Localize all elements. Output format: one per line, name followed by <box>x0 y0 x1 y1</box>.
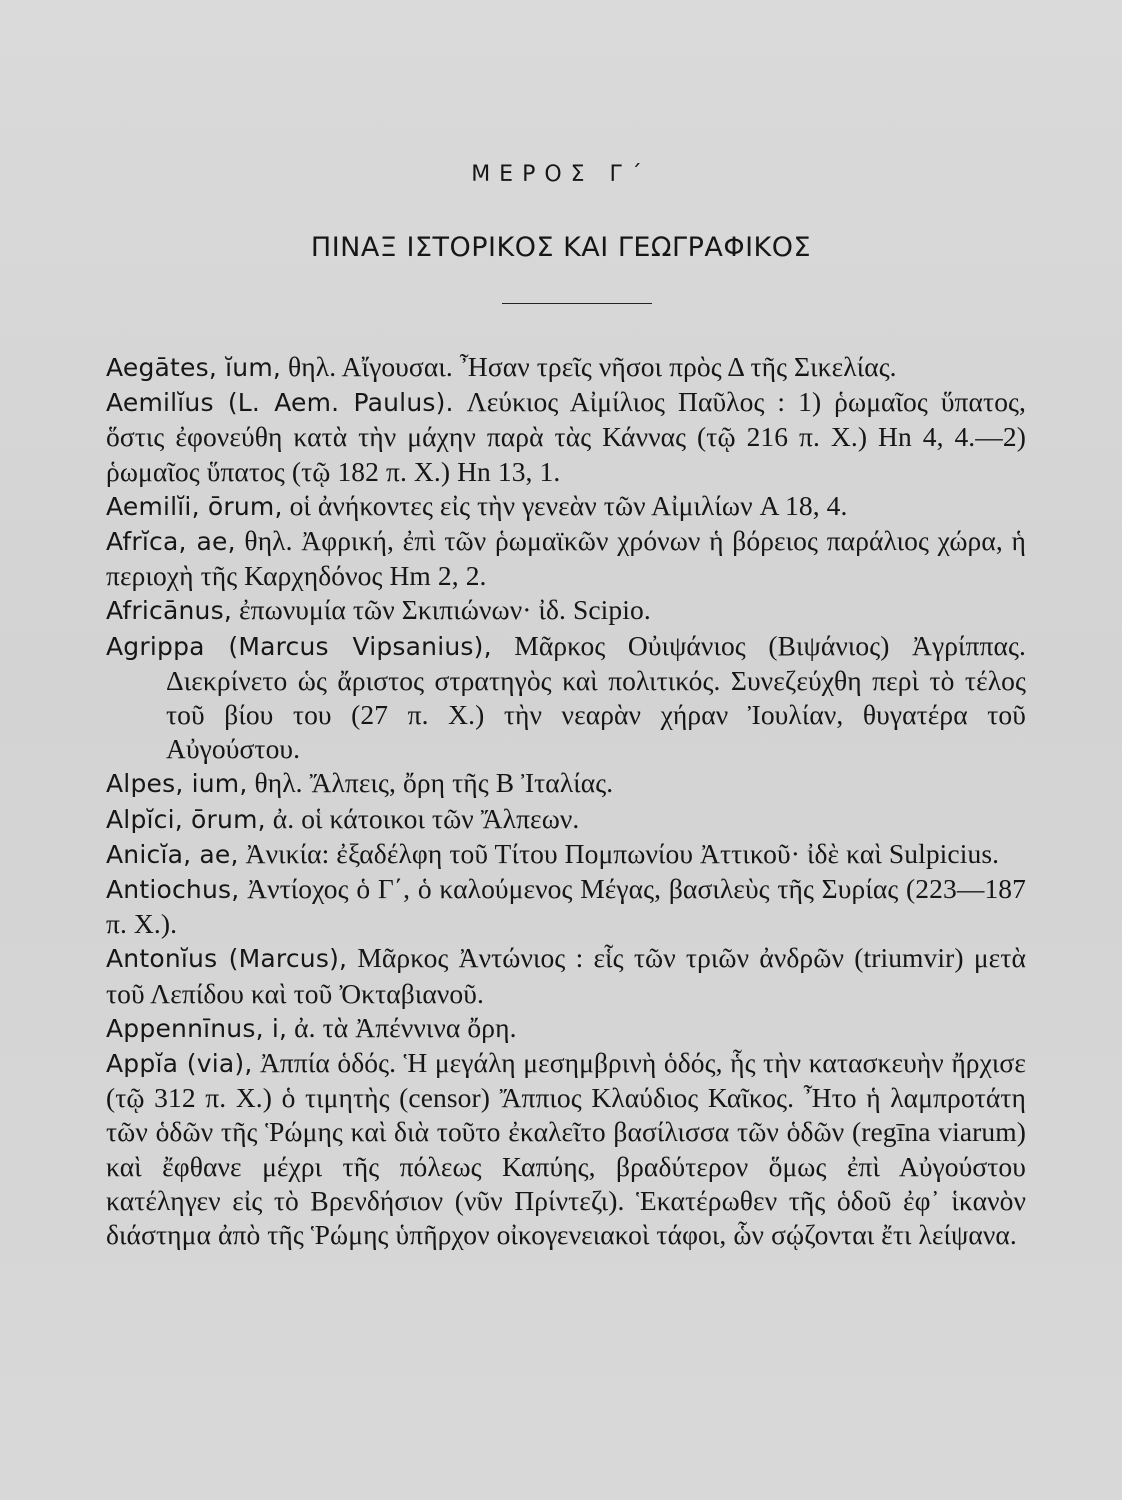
entry-definition: Ἀντίοχος ὁ Γ΄, ὁ καλούμενος Μέγας, βασιλεὺς τῆς Συρίας (223—187 π. Χ.). <box>106 873 1026 940</box>
entry-definition: θηλ. Ἀφρική, ἐπὶ τῶν ῥωμαϊκῶν χρόνων ἡ βόρειος παράλιος χώρα, ἡ περιοχὴ τῆς Καρχηδόνος Hm 2, 2. <box>106 525 1026 592</box>
entry-definition: Λεύκιος Αἰμίλιος Παῦλος : 1) ῥωμαῖος ὕπατος, ὅστις ἐφονεύθη κατὰ τὴν μάχην παρὰ τὰς Κάννας (τῷ 216 π. Χ.) Hn 4, 4.—2) ῥωμαῖος ὕπατος (τῷ 182 π. Χ.) Hn 13, 1. <box>106 386 1027 487</box>
entry-definition: ἐπωνυμία τῶν Σκιπιώνων· ἰδ. Scipio. <box>231 594 651 626</box>
index-entry <box>106 1046 1026 1252</box>
entry-headword: Afrĭca, ae, <box>106 527 236 557</box>
entry-definition: ἀ. τὰ Ἀπέννινα ὄρη. <box>287 1011 517 1043</box>
entry-definition: θηλ. Αἴγουσαι. Ἦσαν τρεῖς νῆσοι πρὸς Δ τῆς Σικελίας. <box>281 351 897 382</box>
entry-definition: ἀ. οἱ κάτοικοι τῶν Ἄλπεων. <box>265 802 580 834</box>
entry-definition: οἱ ἀνήκοντες εἰς τὴν γενεὰν τῶν Αἰμιλίων A 18, 4. <box>282 489 848 521</box>
index-entry <box>106 766 1026 801</box>
entry-headword: Africānus, <box>106 596 232 626</box>
title-divider <box>502 303 652 304</box>
entry-definition: Ἀνικία: ἐξαδέλφη τοῦ Τίτου Πομπωνίου Ἀττικοῦ· ἰδὲ καὶ Sulpicius. <box>238 837 1000 869</box>
entry-headword: Agrippa (Marcus Vipsanius), <box>106 631 492 661</box>
index-entry <box>106 872 1026 941</box>
index-entry <box>106 1011 1026 1046</box>
entry-headword: Alpĭci, ōrum, <box>106 804 266 834</box>
entry-headword: Antiochus, <box>106 875 240 905</box>
index-title: ΠΙΝΑΞ ΙΣΤΟΡΙΚΟΣ ΚΑΙ ΓΕΩΓΡΑΦΙΚΟΣ <box>310 232 812 263</box>
index-entry <box>106 489 1026 524</box>
entry-definition: Μᾶρκος Οὐιψάνιος (Βιψάνιος) Ἀγρίππας. Διεκρίνετο ὡς ἄριστος στρατηγὸς καὶ πολιτικός. Συνεζεύχθη περὶ τὸ τέλος τοῦ βίου του (27 π. Χ.) τὴν νεαρὰν χήραν Ἰουλίαν, θυγατέρα τοῦ Αὐγούστου. <box>166 629 1026 765</box>
index-entry <box>106 802 1026 837</box>
index-entry <box>106 593 1026 628</box>
entry-definition: Μᾶρκος Ἀντώνιος : εἷς τῶν τριῶν ἀνδρῶν (triumvir) μετὰ τοῦ Λεπίδου καὶ τοῦ Ὀκταβιανοῦ. <box>106 942 1026 1009</box>
entry-definition: θηλ. Ἄλπεις, ὄρη τῆς B Ἰταλίας. <box>247 767 614 799</box>
index-entry <box>106 350 1026 385</box>
entry-headword: Aemilĭus (L. Aem. Paulus). <box>106 388 454 418</box>
entry-headword: Aemilĭi, ōrum, <box>106 491 283 521</box>
index-entry <box>106 524 1026 593</box>
index-entry <box>106 385 1026 489</box>
entry-definition: Ἀππία ὁδός. Ἡ μεγάλη μεσημβρινὴ ὁδός, ἧς τὴν κατασκευὴν ἤρχισε (τῷ 312 π. Χ.) ὁ τιμητὴς (censor) Ἄππιος Κλαύδιος Καῖκος. Ἦτο ἡ λαμπροτάτη τῶν ὁδῶν τῆς Ῥώμης καὶ διὰ τοῦτο ἐκαλεῖτο βασίλισσα τῶν ὁδῶν (regīna viarum) καὶ ἔφθανε μέχρι τῆς πόλεως Καπύης, βραδύτερον ὅμως ἐπὶ Αὐγούστου κατέληγεν εἰς τὸ Βρενδήσιον (νῦν Πρίντεζι). Ἑκατέρωθεν τῆς ὁδοῦ ἐφ᾽ ἱκανὸν διάστημα ἀπὸ τῆς Ῥώμης ὑπῆρχον οἰκογενειακοὶ τάφοι, ὧν σῴζονται ἔτι λείψανα. <box>106 1047 1027 1251</box>
entry-headword: Aegātes, ĭum, <box>106 353 282 382</box>
index-entry <box>106 629 1026 767</box>
entry-headword: Alpes, ium, <box>106 769 248 799</box>
entry-headword: Appennīnus, i, <box>106 1013 288 1043</box>
index-entry <box>106 837 1026 872</box>
entry-headword: Anicĭa, ae, <box>106 839 239 869</box>
index-entry <box>106 941 1026 1010</box>
entry-headword: Antonĭus (Marcus), <box>106 944 348 974</box>
part-heading: ΜΕΡΟΣ Γ΄ <box>471 162 651 187</box>
index-entries <box>106 350 1026 1252</box>
entry-headword: Appĭa (via), <box>106 1049 253 1079</box>
